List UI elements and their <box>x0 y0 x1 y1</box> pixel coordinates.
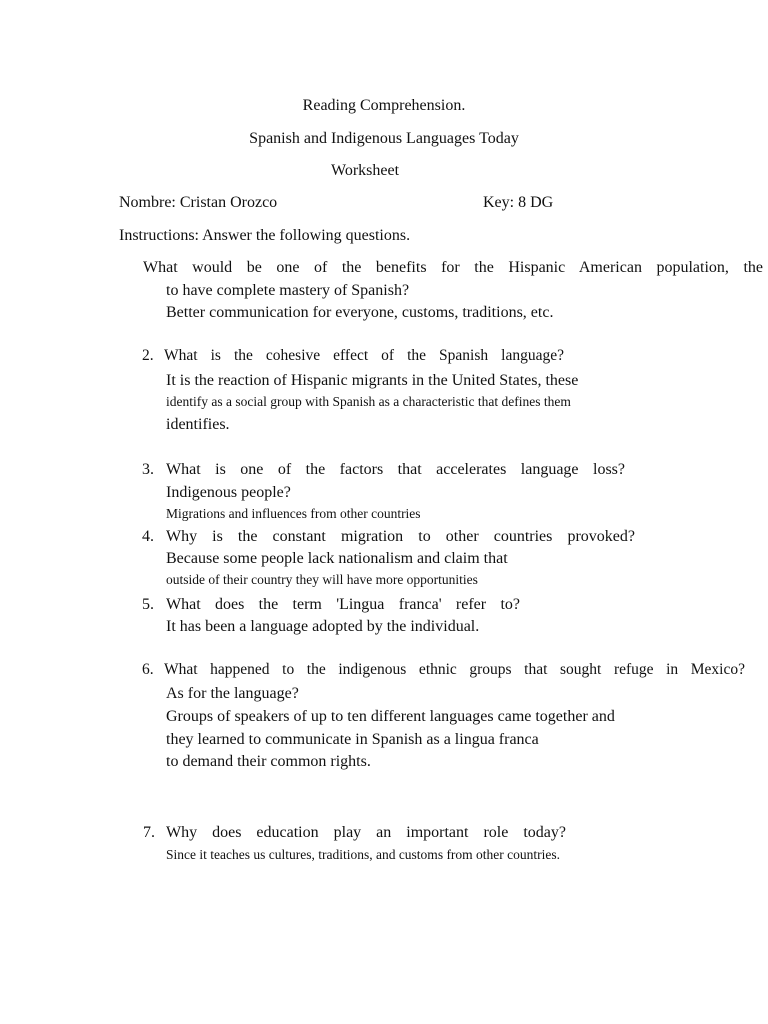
student-key: Key: 8 DG <box>483 194 554 211</box>
question-6-line-2: As for the language? <box>166 685 299 702</box>
question-7-number: 7. <box>143 824 155 841</box>
question-1-line-1: What would be one of the benefits for the Hispanic American population, the <box>143 259 763 276</box>
question-4-number: 4. <box>142 528 154 545</box>
document-subtitle: Spanish and Indigenous Languages Today <box>249 130 519 147</box>
question-5-number: 5. <box>142 596 154 613</box>
document-title: Reading Comprehension. <box>302 97 466 114</box>
answer-2-line-2: identify as a social group with Spanish as a characteristic that defines them <box>166 394 571 409</box>
answer-4-line-1: Because some people lack nationalism and claim that <box>166 550 508 567</box>
question-3: What is one of the factors that accelerates language loss? <box>166 461 625 478</box>
student-name: Nombre: Cristan Orozco <box>119 194 278 211</box>
answer-5: It has been a language adopted by the individual. <box>166 618 480 635</box>
answer-4-line-2: outside of their country they will have more opportunities <box>166 572 478 587</box>
question-6-line-1: What happened to the indigenous ethnic groups that sought refuge in Mexico? <box>164 661 745 678</box>
answer-2-line-3: identifies. <box>166 416 230 433</box>
question-2-number: 2. <box>142 347 154 364</box>
answer-7: Since it teaches us cultures, traditions, and customs from other countries. <box>166 847 561 862</box>
answer-6-line-3: to demand their common rights. <box>166 753 371 770</box>
answer-6-line-2: they learned to communicate in Spanish as a lingua franca <box>166 731 539 748</box>
question-4: Why is the constant migration to other countries provoked? <box>166 528 635 545</box>
instructions: Instructions: Answer the following questions. <box>119 227 411 244</box>
answer-6-line-1: Groups of speakers of up to ten different languages came together and <box>166 708 615 725</box>
question-7: Why does education play an important role today? <box>166 824 566 841</box>
question-3-number: 3. <box>142 461 154 478</box>
question-2: What is the cohesive effect of the Spanish language? <box>164 347 564 364</box>
document-type-label: Worksheet <box>331 162 400 179</box>
answer-1: Better communication for everyone, customs, traditions, etc. <box>166 304 554 321</box>
answer-2-line-1: It is the reaction of Hispanic migrants in the United States, these <box>166 372 579 389</box>
answer-3-line-1: Indigenous people? <box>166 484 291 501</box>
question-1-line-2: to have complete mastery of Spanish? <box>166 282 410 299</box>
question-5: What does the term 'Lingua franca' refer to? <box>166 596 520 613</box>
question-6-number: 6. <box>142 661 154 678</box>
answer-3-line-2: Migrations and influences from other countries <box>166 506 421 521</box>
